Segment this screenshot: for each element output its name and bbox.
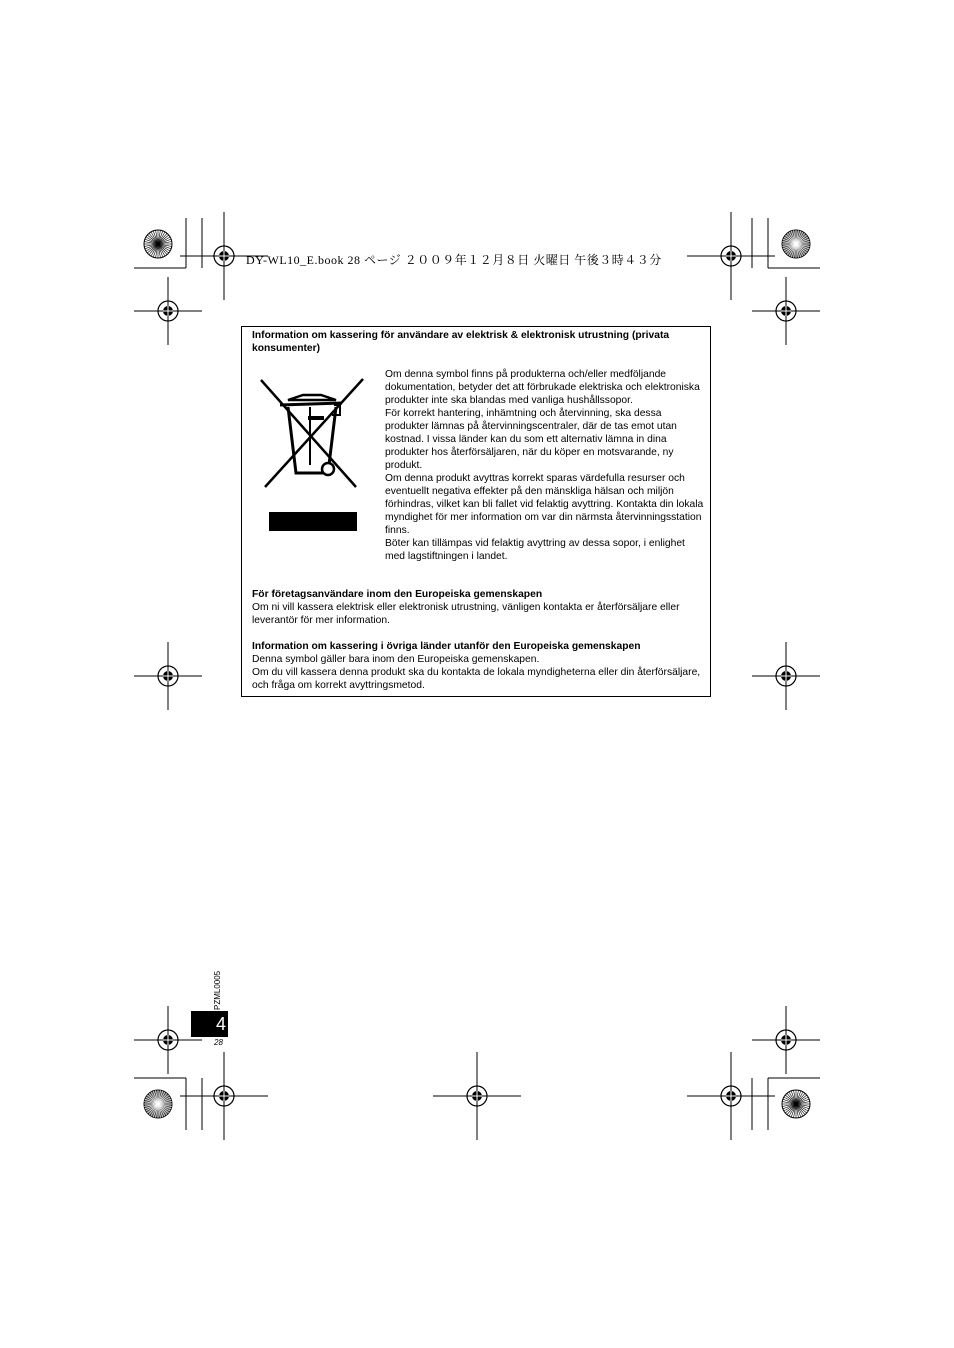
business-heading: För företagsanvändare inom den Europeiska gemenskapen — [252, 589, 543, 600]
notice-paragraph: Böter kan tillämpas vid felaktig avyttring av dessa sopor, i enlighet med lagstiftningen i landet. — [385, 538, 685, 562]
notice-title: Information om kassering för användare av elektrisk & elektronisk utrustning (privata konsumenter) — [252, 330, 670, 354]
other-countries-line: Denna symbol gäller bara inom den Europeiska gemenskapen. — [252, 654, 540, 665]
notice-paragraph: För korrekt hantering, inhämtning och återvinning, ska dessa produkter lämnas på återvinningscentraler, där de tas emot utan kostnad. I vissa länder kan du som ett alternativ lämna in dina produkter hos återförsäljaren, när du köper en motsvarande, ny produkt. — [385, 408, 677, 471]
notice-paragraph: Om denna symbol finns på produkterna och/eller medföljande dokumentation, betyder det att förbrukade elektriska och elektroniska produkter inte ska blandas med vanliga hushållssopor. — [385, 369, 700, 406]
business-text: Om ni vill kassera elektrisk eller elektronisk utrustning, vänligen kontakta er återförsäljare eller leverantör för mer information. — [252, 602, 680, 626]
document-code: PZML0005 — [213, 970, 222, 1010]
other-countries-heading: Information om kassering i övriga länder utanför den Europeiska gemenskapen — [252, 641, 641, 652]
other-countries-line: Om du vill kassera denna produkt ska du kontakta de lokala myndigheterna eller din återförsäljare, och fråga om korrekt avyttringsmetod. — [252, 667, 701, 691]
business-users-section — [252, 588, 704, 627]
weee-notice-box — [241, 326, 711, 697]
notice-paragraph: Om denna produkt avyttras korrekt sparas värdefulla resurser och eventuellt negativa effekter på den mänskliga hälsan och miljön förhindras, vilket kan bli fallet vid felaktig avyttring. Kontakta din lokala myndighet för mer information om var din närmsta återvinningsstation finns. — [385, 473, 704, 536]
notice-main-text — [385, 368, 705, 563]
other-countries-section — [252, 640, 704, 692]
language-page-tab: 4 — [191, 1011, 228, 1037]
crossed-out-wheelie-bin-icon — [258, 375, 366, 531]
page-number: 28 — [214, 1038, 223, 1047]
print-header: DY-WL10_E.book 28 ページ ２００９年１２月８日 火曜日 午後３時４３分 — [246, 253, 662, 267]
